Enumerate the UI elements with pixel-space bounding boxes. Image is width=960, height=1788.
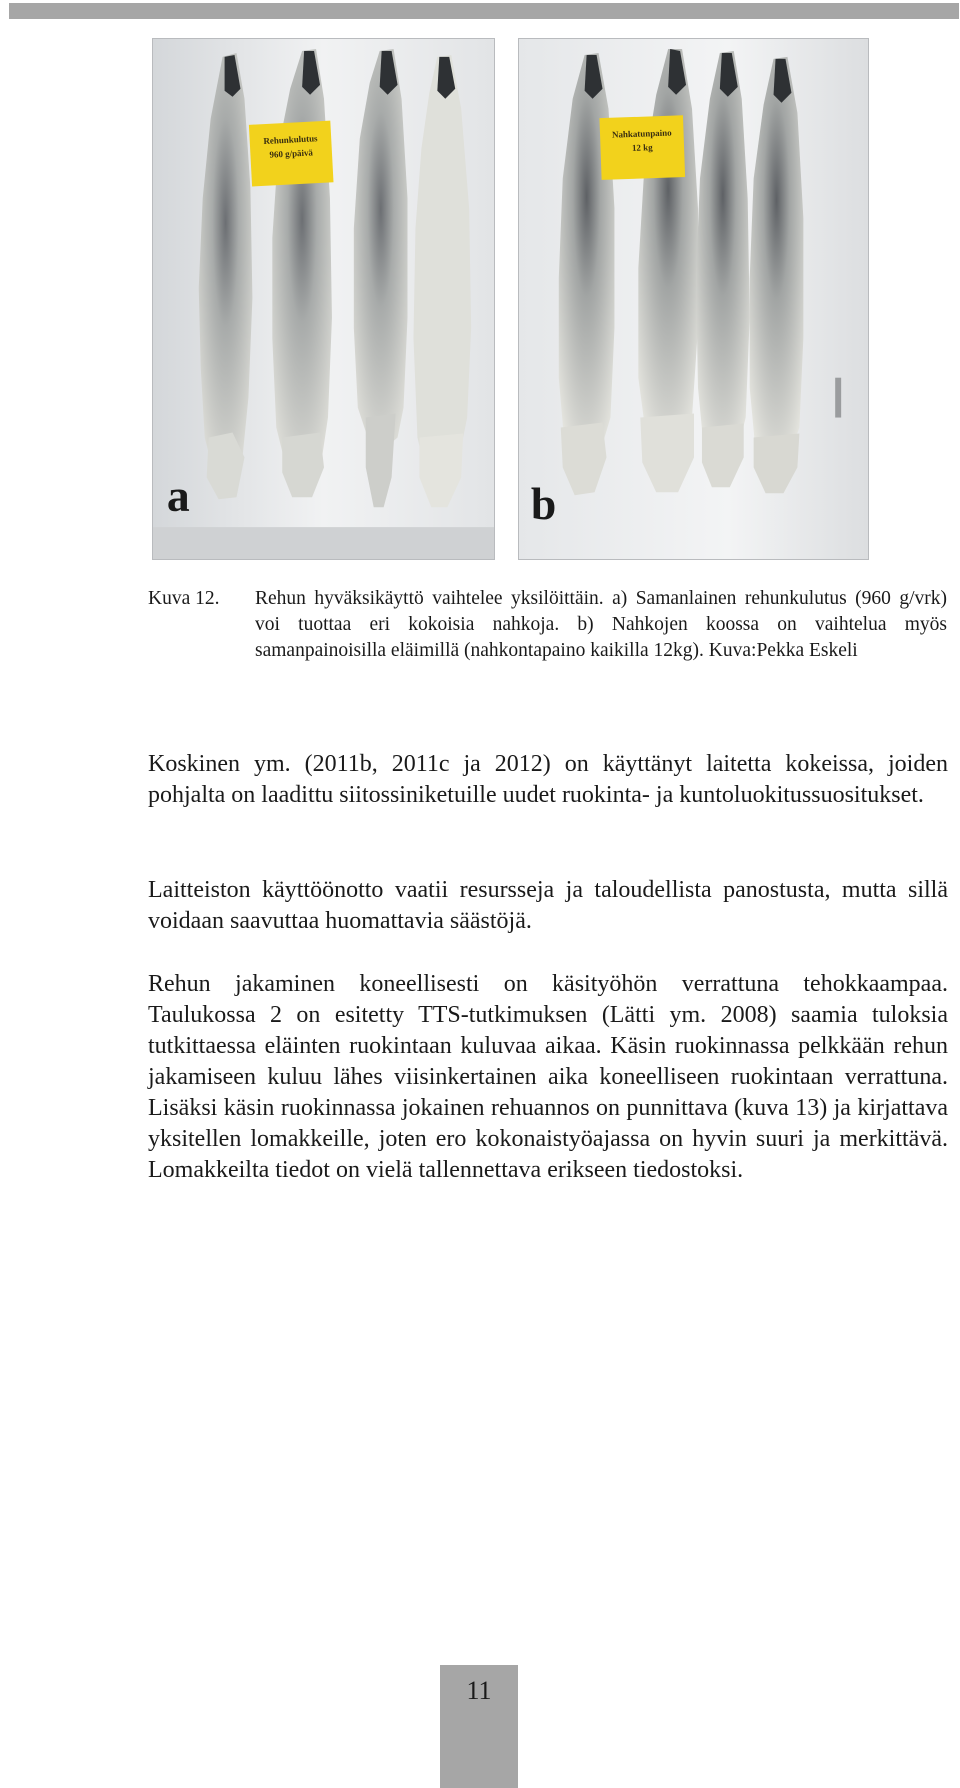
caption-text: Rehun hyväksikäyttö vaihtelee yksilöittäin. a) Samanlainen rehunkulutus (960 g/vrk) voi tuottaa eri kokoisia nahkoja. b) Nahkojen koossa on vaihtelua myös samanpainoisilla eläimillä (nahkontapaino kaikilla 12kg). Kuva:Pekka Eskeli xyxy=(255,588,947,661)
fox-pelts-image-b xyxy=(519,39,868,559)
page-number: 11 xyxy=(466,1676,492,1705)
photo-panel-a xyxy=(152,38,495,560)
paragraph-rehun-jakaminen: Rehun jakaminen koneellisesti on käsityöhön verrattuna tehokkaampaa. Taulukossa 2 on esitetty TTS-tutkimuksen (Lätti ym. 2008) saamia tuloksia tutkittaessa eläinten ruokintaan kuluvaa aikaa. Käsin ruokinnassa pelkkään rehun jakamiseen kuluu lähes viisinkertainen aika koneelliseen ruokintaan verrattuna. Lisäksi käsin ruokinnassa jokainen rehuannos on punnittava (kuva 13) ja kirjattava yksitellen lomakkeille, joten ero kokonaistyöajassa on hyvin suuri ja merkittävä. Lomakkeilta tiedot on vielä tallennettava erikseen tiedostoksi. xyxy=(148,971,948,1183)
panel-letter-b: b xyxy=(530,478,557,530)
top-rule xyxy=(9,3,959,19)
svg-text:Nahkatunpaino: Nahkatunpaino xyxy=(611,127,672,140)
photo-panel-b xyxy=(518,38,869,560)
paragraph-koskinen: Koskinen ym. (2011b, 2011c ja 2012) on käyttänyt laitetta kokeissa, joiden pohjalta on laadittu siitossiniketuille uudet ruokinta- ja kuntoluokitussuositukset. xyxy=(148,751,948,808)
paragraph-laitteiston: Laitteiston käyttöönotto vaatii resursseja ja taloudellista panostusta, mutta sillä voidaan saavuttaa huomattavia säästöjä. xyxy=(148,877,948,934)
panel-letter-a: a xyxy=(166,470,190,522)
svg-text:960 g/päivä: 960 g/päivä xyxy=(269,147,314,160)
caption-number: Kuva 12. xyxy=(148,588,220,609)
svg-text:12 kg: 12 kg xyxy=(631,142,653,153)
page-number-box xyxy=(440,1665,518,1788)
svg-text:Rehunkulutus: Rehunkulutus xyxy=(263,133,318,147)
fox-pelts-image-a xyxy=(153,39,494,559)
